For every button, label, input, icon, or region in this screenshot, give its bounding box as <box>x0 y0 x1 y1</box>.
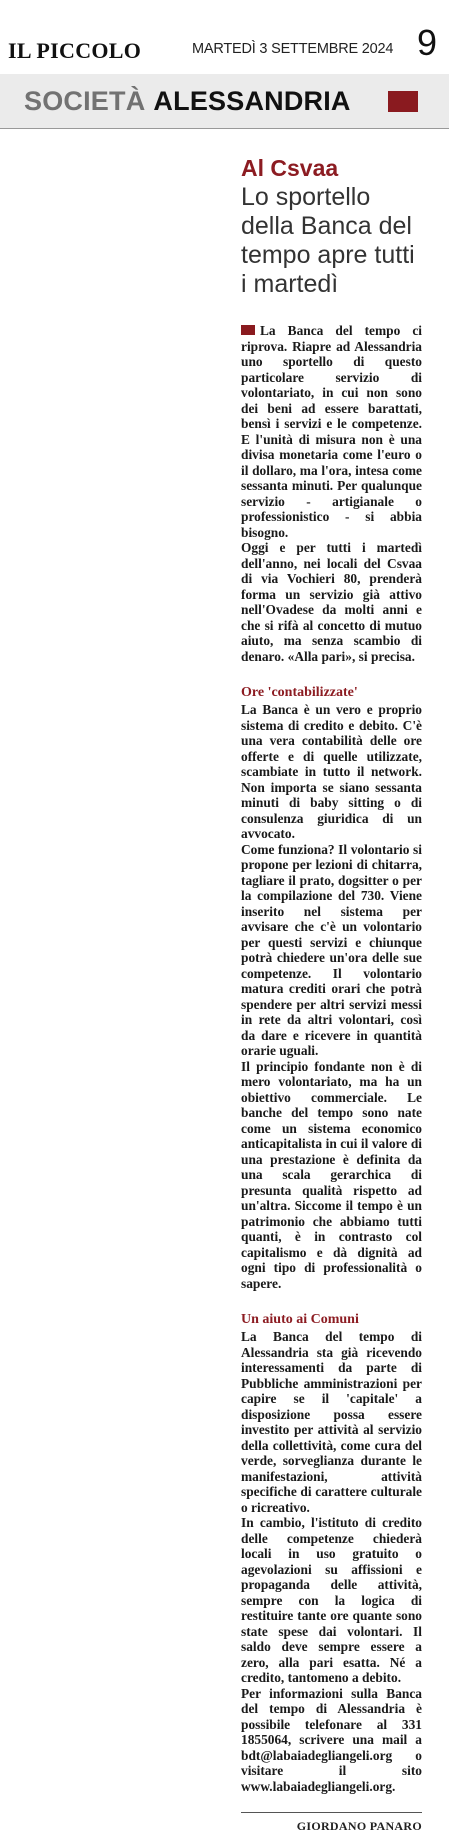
section-city: ALESSANDRIA <box>153 86 351 116</box>
article-paragraph: In cambio, l'istituto di credito delle competenze chiederà locali in uso gratuito o agevolazioni su affissioni e propaganda delle attività, sempre con la logica di restituire tante ore quante sono state spese dai volontari. Il saldo deve sempre essere a zero, alla pari esatta. Né a credito, tantomeno a debito. <box>241 1515 422 1685</box>
paragraph-text: La Banca del tempo ci riprova. Riapre ad Alessandria uno sportello di questo particolare servizio di volontariato, in cui non sono dei beni ad essere barattati, bensì i servizi e le competenze. E l'unità di misura non è una divisa monetaria come l'euro o il dollaro, ma l'ora, intesa come sessanta minuti. Per qualunque servizio - artigianale o professionistico - si abbia bisogno. <box>241 323 422 540</box>
article-byline: GIORDANO PANARO <box>296 1819 422 1833</box>
article <box>241 155 422 1834</box>
page-number: 9 <box>416 22 437 63</box>
byline-divider <box>241 1812 422 1813</box>
masthead <box>8 22 441 63</box>
article-paragraph: La Banca del tempo di Alessandria sta già ricevendo interessamenti da parte di Pubbliche amministrazioni per capire se il 'capitale' a disposizione possa essere investito per attività al servizio della collettività, come cura del verde, sorveglianza durante le manifestazioni, attività specifiche di carattere culturale o ricreativo. <box>241 1329 422 1515</box>
article-paragraph: Come funziona? Il volontario si propone per lezioni di chitarra, tagliare il prato, dogsitter o per la compilazione del 730. Viene inserito nel sistema per avvisare che c'è un volontario per questi servizi e chiunque potrà chiedere un'ora delle sue competenze. Il volontario matura crediti orari che potrà spendere per altri servizi messi in rete da altri volontari, così da dare e ricevere in quantità orarie uguali. <box>241 841 422 1058</box>
issue-date: MARTEDÌ 3 SETTEMBRE 2024 <box>192 41 394 57</box>
lead-marker-icon <box>241 325 255 335</box>
article-subhead: Un aiuto ai Comuni <box>241 1312 359 1327</box>
article-paragraph: Per informazioni sulla Banca del tempo di Alessandria è possibile telefonare al 331 1855064, scrivere una mail a bdt@labaiadegliangeli.org o visitare il sito www.labaiadegliangeli.org. <box>241 1685 422 1794</box>
article-paragraph: La Banca è un vero e proprio sistema di credito e debito. C'è una vera contabilità delle ore offerte e di quelle utilizzate, scambiate in tutto il network. Non importa se siano sessanta minuti di baby sitting o di consulenza giuridica di un avvocato. <box>241 702 422 841</box>
section-label: SOCIETÀ <box>24 86 146 116</box>
article-paragraph: Il principio fondante non è di mero volontariato, ma ha un obiettivo commerciale. Le banche del tempo sono nate come un sistema economico anticapitalista in cui il valore di una prestazione è definita da una scala gerarchica di presunta qualità rispetto ad un'altra. Siccome il tempo è un patrimonio che abbiamo tutti quanti, è in contrasto col capitalismo e dà dignità ad ogni tipo di professionalità o sapere. <box>241 1058 422 1291</box>
article-paragraph: Oggi e per tutti i martedì dell'anno, nei locali del Csvaa di via Vochieri 80, prenderà forma un servizio già attivo nell'Ovadese da molti anni e che si rifà al concetto di mutuo aiuto, ma senza scambio di denaro. «Alla pari», si precisa. <box>241 540 422 664</box>
section-accent-square <box>388 91 418 112</box>
article-kicker: Al Csvaa <box>241 155 339 181</box>
article-paragraph <box>241 323 422 540</box>
newspaper-name: IL PICCOLO <box>8 38 142 63</box>
article-subhead: Ore 'contabilizzate' <box>241 685 358 700</box>
article-headline: Lo sportello della Banca del tempo apre tutti i martedì <box>241 183 415 298</box>
section-title <box>24 86 351 117</box>
